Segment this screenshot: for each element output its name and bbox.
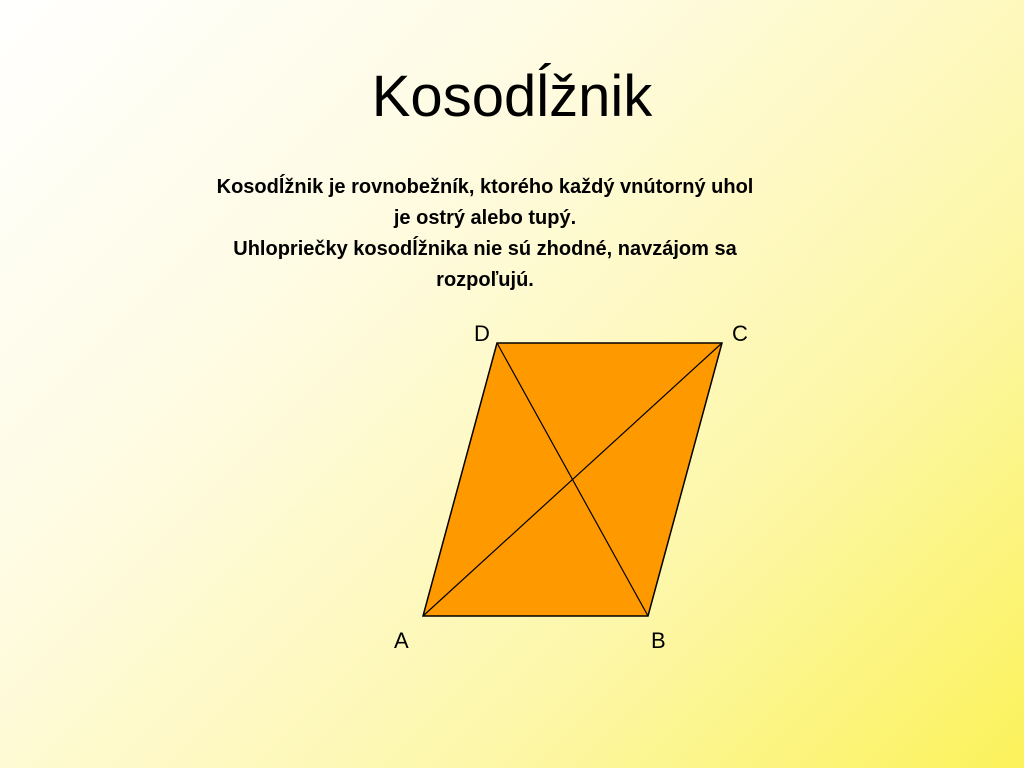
slide-title: Kosodĺžnik bbox=[371, 64, 653, 129]
vertex-label-c: C bbox=[732, 321, 748, 346]
vertex-label-d: D bbox=[474, 321, 490, 346]
vertex-label-b: B bbox=[651, 628, 666, 653]
definition-line: Kosodĺžnik je rovnobežník, ktorého každý vnútorný uhol bbox=[216, 176, 754, 198]
definition-line: Uhlopriečky kosodĺžnika nie sú zhodné, navzájom sa bbox=[233, 238, 737, 260]
vertex-label-a: A bbox=[394, 628, 409, 653]
definition-line: je ostrý alebo tupý. bbox=[393, 207, 577, 229]
definition-line: rozpoľujú. bbox=[436, 269, 534, 291]
